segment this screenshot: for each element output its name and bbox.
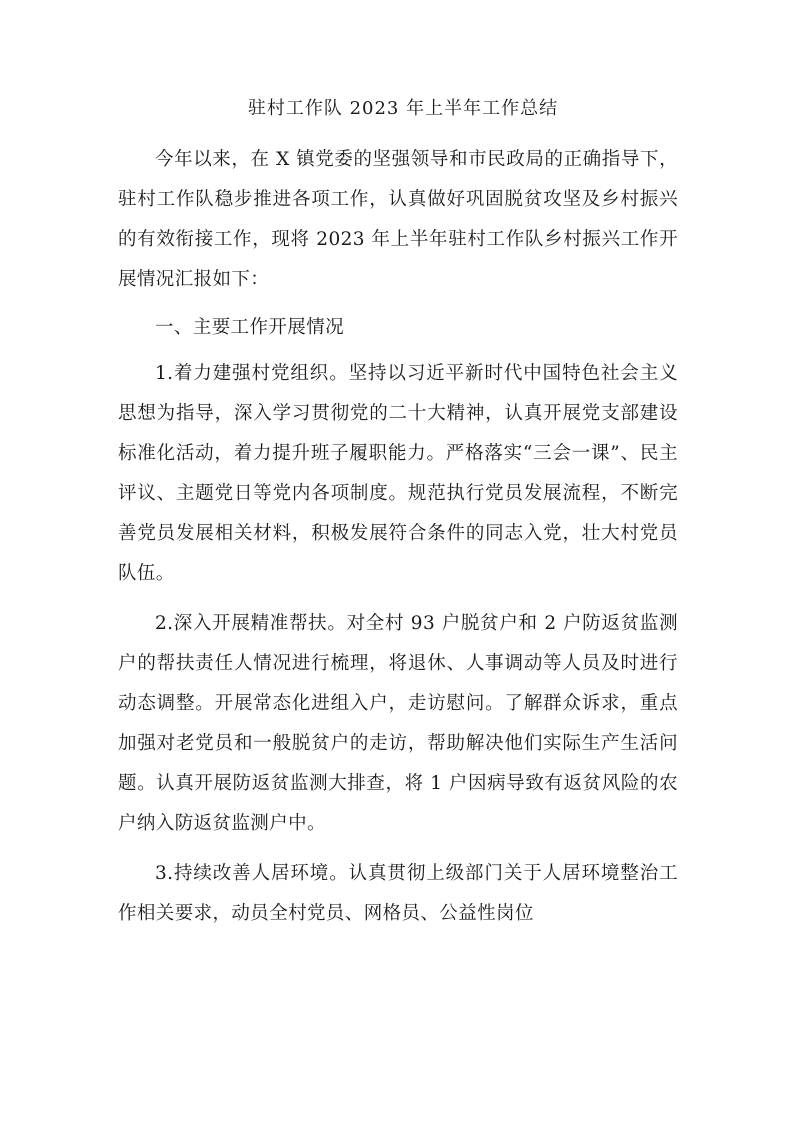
work-item-1: 1.着力建强村党组织。坚持以习近平新时代中国特色社会主义思想为指导，深入学习贯彻党的二十大精神，认真开展党支部建设标准化活动，着力提升班子履职能力。严格落实“三会一课”、民主评议、主题党日等党内各项制度。规范执行党员发展流程，不断完善党员发展相关材料，积极发展符合条件的同志入党，壮大村党员队伍。	[118, 363, 678, 584]
work-item-3: 3.持续改善人居环境。认真贯彻上级部门关于人居环境整治工作相关要求，动员全村党员、网格员、公益性岗位	[118, 863, 678, 924]
work-item-2: 2.深入开展精准帮扶。对全村 93 户脱贫户和 2 户防返贫监测户的帮扶责任人情况进行梳理，将退休、人事调动等人员及时进行动态调整。开展常态化进组入户，走访慰问。了解群众诉求，重点加强对老党员和一般脱贫户的走访，帮助解决他们实际生产生活问题。认真开展防返贫监测大排查，将 1 户因病导致有返贫风险的农户纳入防返贫监测户中。	[118, 613, 678, 834]
intro-paragraph: 今年以来，在 X 镇党委的坚强领导和市民政局的正确指导下，驻村工作队稳步推进各项工作，认真做好巩固脱贫攻坚及乡村振兴的有效衔接工作，现将 2023 年上半年驻村工作队乡村振兴工作开展情况汇报如下：	[118, 149, 678, 290]
document-title: 驻村工作队 2023 年上半年工作总结	[247, 98, 559, 119]
document-body	[118, 92, 678, 934]
section-heading: 一、主要工作开展情况	[155, 317, 345, 338]
